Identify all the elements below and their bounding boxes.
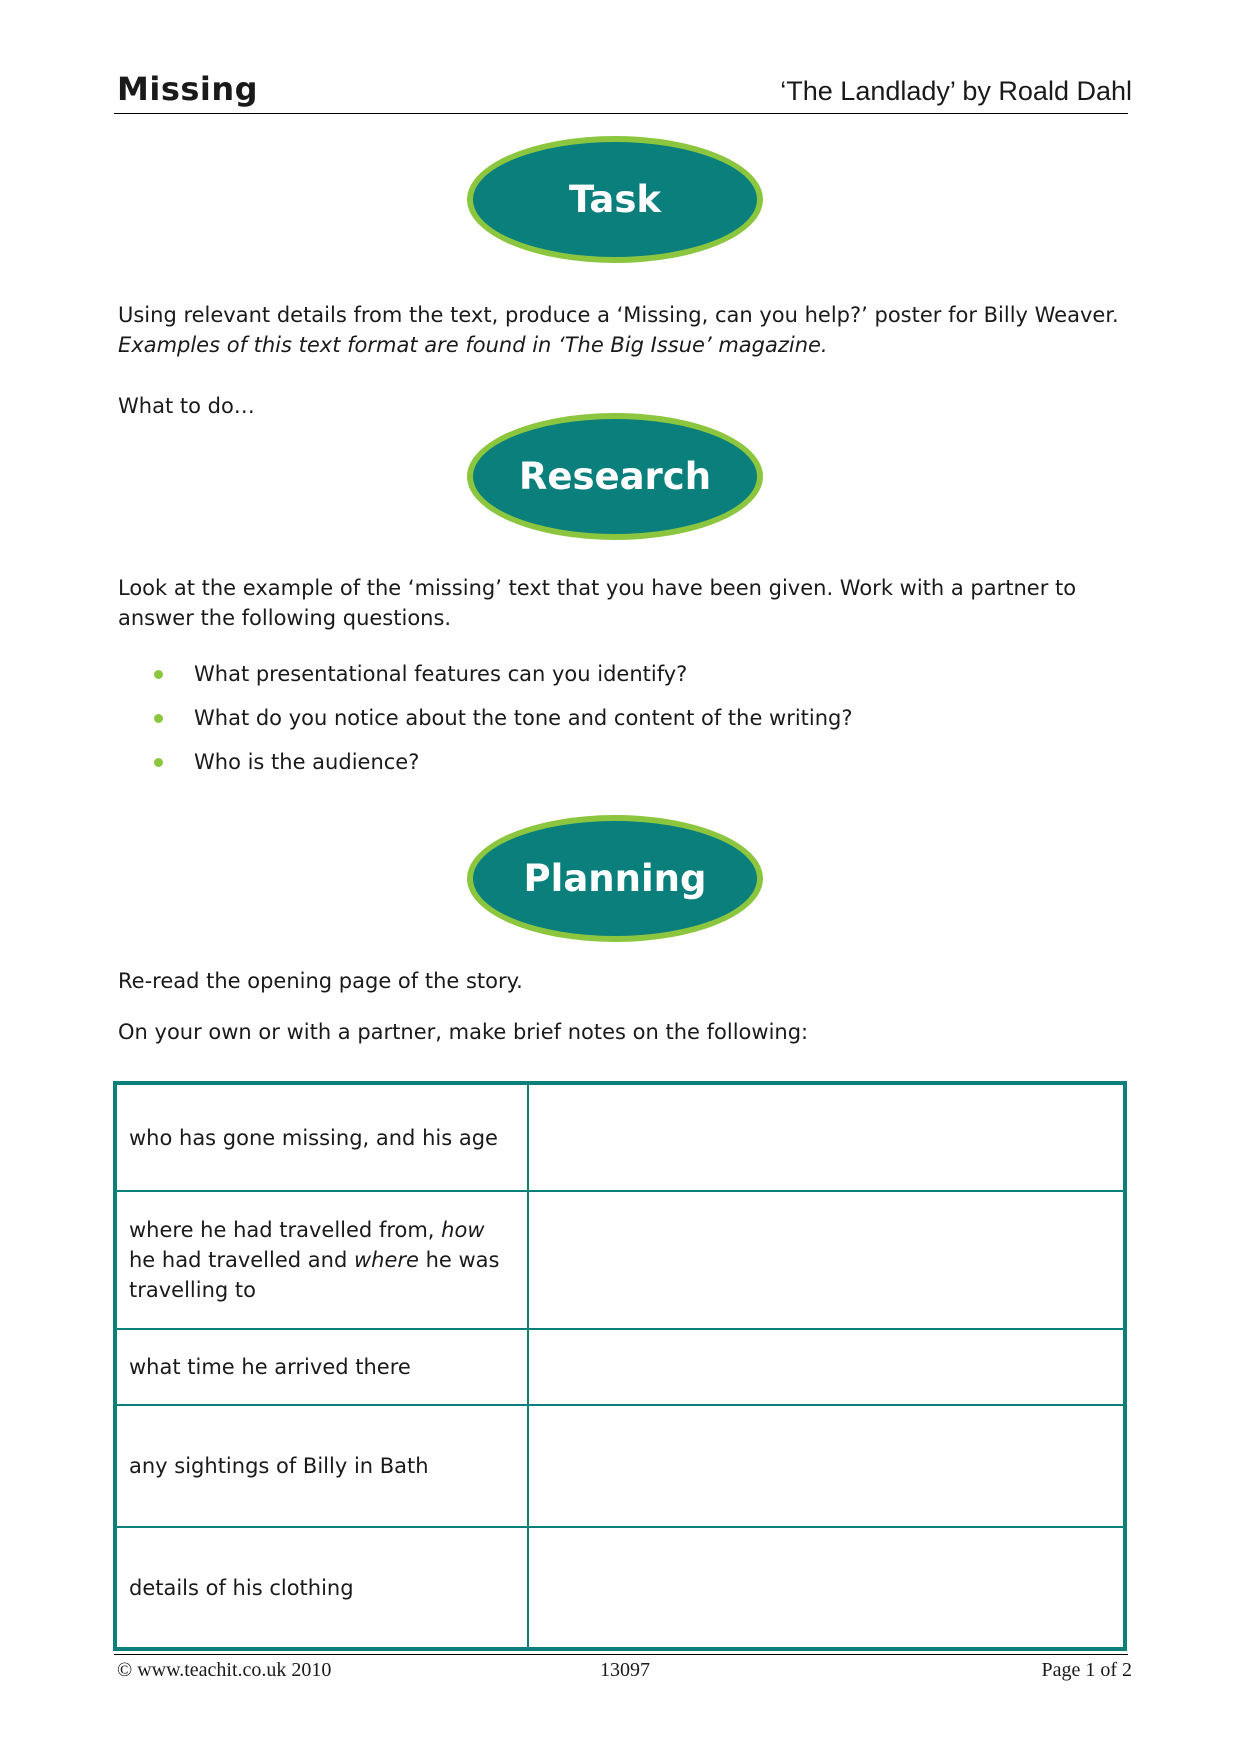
notes-label: what time he arrived there bbox=[115, 1329, 528, 1405]
list-item bbox=[118, 747, 853, 791]
footer-divider bbox=[114, 1654, 1128, 1655]
notes-label-part: he was travelling to bbox=[129, 1248, 500, 1303]
table-row bbox=[115, 1191, 1125, 1329]
page-title: Missing bbox=[117, 70, 259, 108]
notes-label-emphasis: how bbox=[441, 1218, 485, 1243]
bullet-icon bbox=[154, 670, 163, 679]
notes-label-emphasis: where bbox=[353, 1248, 419, 1273]
notes-label bbox=[115, 1191, 528, 1329]
table-row bbox=[115, 1329, 1125, 1405]
research-heading: Research bbox=[467, 413, 763, 540]
question-text: Who is the audience? bbox=[194, 750, 420, 774]
question-text: What do you notice about the tone and content of the writing? bbox=[194, 706, 853, 730]
footer-resource-code: 13097 bbox=[600, 1659, 650, 1681]
task-instructions bbox=[118, 300, 1138, 360]
research-question-list bbox=[118, 659, 853, 791]
list-item bbox=[118, 703, 853, 747]
planning-instruction-1: Re-read the opening page of the story. bbox=[118, 969, 523, 993]
notes-label: any sightings of Billy in Bath bbox=[115, 1405, 528, 1528]
list-item bbox=[118, 659, 853, 703]
question-text: What presentational features can you identify? bbox=[194, 662, 688, 686]
notes-answer-cell[interactable] bbox=[528, 1083, 1125, 1191]
research-instructions: Look at the example of the ‘missing’ text that you have been given. Work with a partner to answer the following questions. bbox=[118, 576, 1077, 630]
header-divider bbox=[114, 113, 1128, 114]
notes-label: who has gone missing, and his age bbox=[115, 1083, 528, 1191]
what-to-do-label: What to do… bbox=[118, 394, 255, 418]
task-heading: Task bbox=[467, 136, 763, 263]
task-instruction-text: Using relevant details from the text, produce a ‘Missing, can you help?’ poster for Billy Weaver. bbox=[118, 303, 1119, 327]
notes-label-part: where he had travelled from, bbox=[129, 1218, 442, 1243]
notes-table bbox=[113, 1081, 1127, 1651]
notes-label: details of his clothing bbox=[115, 1527, 528, 1649]
footer-copyright: © www.teachit.co.uk 2010 bbox=[117, 1659, 332, 1681]
table-row bbox=[115, 1405, 1125, 1528]
page-subtitle: ‘The Landlady’ by Roald Dahl bbox=[780, 76, 1132, 106]
footer-page-number: Page 1 of 2 bbox=[1041, 1659, 1132, 1681]
notes-answer-cell[interactable] bbox=[528, 1405, 1125, 1528]
bullet-icon bbox=[154, 758, 163, 767]
table-row bbox=[115, 1527, 1125, 1649]
notes-answer-cell[interactable] bbox=[528, 1191, 1125, 1329]
notes-answer-cell[interactable] bbox=[528, 1527, 1125, 1649]
table-row bbox=[115, 1083, 1125, 1191]
planning-instruction-2: On your own or with a partner, make brief notes on the following: bbox=[118, 1020, 809, 1044]
task-example-note: Examples of this text format are found in ‘The Big Issue’ magazine. bbox=[118, 333, 828, 357]
planning-heading: Planning bbox=[467, 815, 763, 942]
notes-answer-cell[interactable] bbox=[528, 1329, 1125, 1405]
bullet-icon bbox=[154, 714, 163, 723]
notes-label-part: he had travelled and bbox=[129, 1248, 354, 1273]
